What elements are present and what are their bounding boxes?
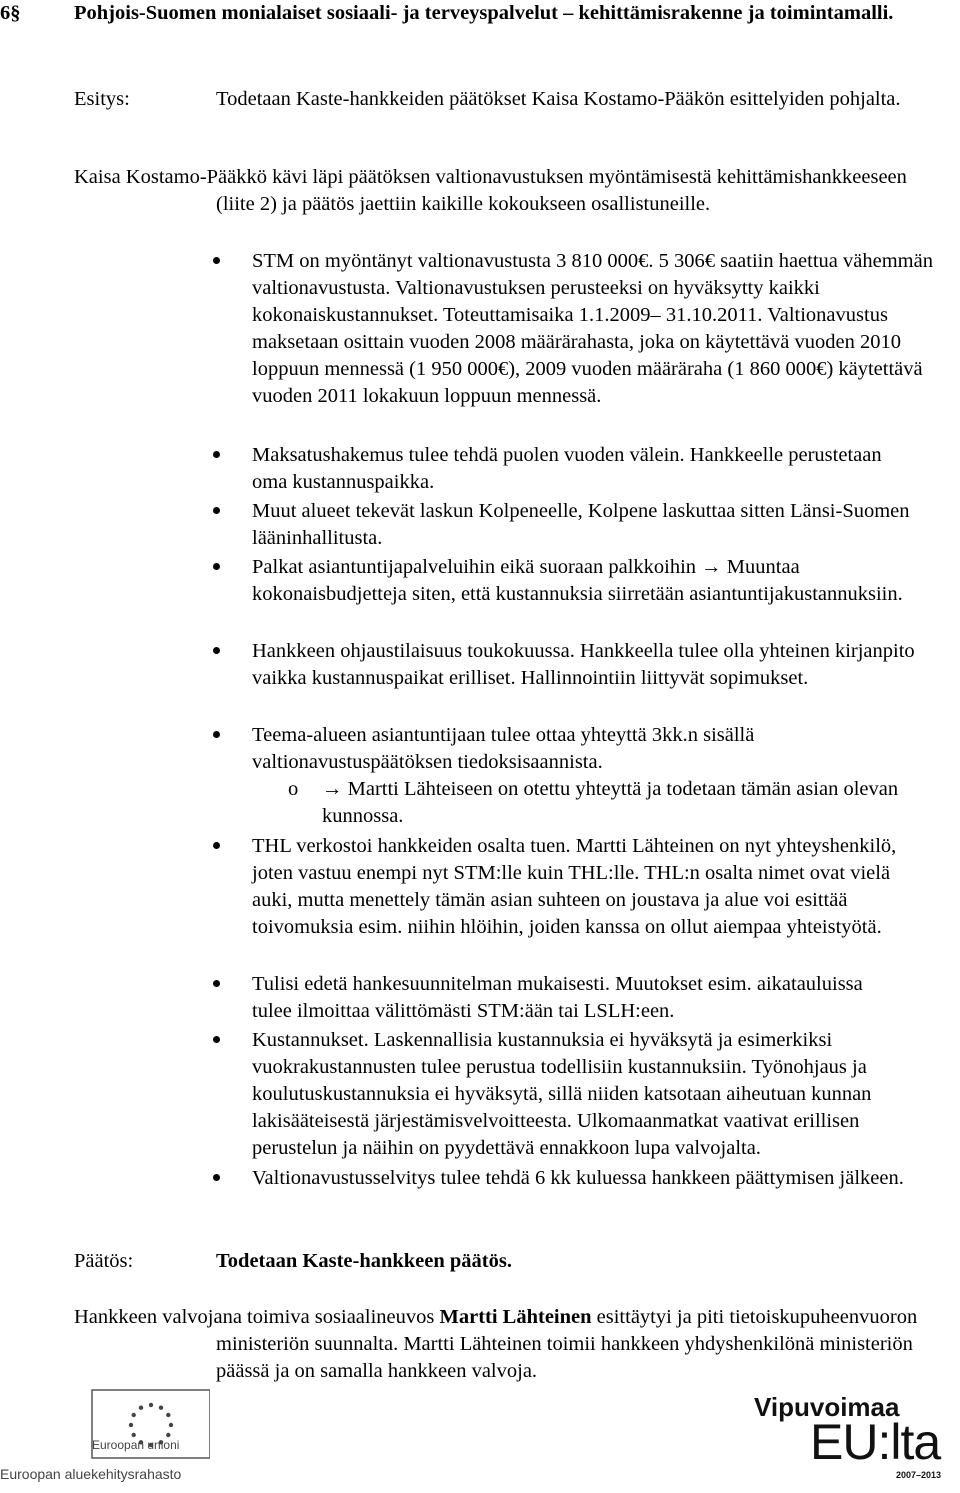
closing-name: Martti Lähteinen bbox=[439, 1306, 592, 1328]
sub-list-item bbox=[288, 776, 932, 830]
proposal-text: Todetaan Kaste-hankkeiden päätökset Kaisa Kostamo-Pääkön esittelyiden pohjalta. bbox=[216, 88, 901, 110]
list-item: Teema-alueen asiantuntijaan tulee ottaa yhteyttä 3kk.n sisällä valtionavustuspäätöksen tiedoksisaannista. bbox=[252, 722, 892, 776]
section-number: 6§ bbox=[0, 2, 21, 24]
eu-logo bbox=[0, 1388, 210, 1485]
closing-paragraph bbox=[74, 1304, 960, 1385]
decision-label: Päätös: bbox=[74, 1250, 134, 1272]
list-item: Muut alueet tekevät laskun Kolpeneelle, Kolpene laskuttaa sitten Länsi-Suomen lääninhallitusta. bbox=[252, 498, 942, 552]
list-item: Valtionavustusselvitys tulee tehdä 6 kk kuluessa hankkeen päättymisen jälkeen. bbox=[252, 1165, 942, 1192]
list-item: Tulisi edetä hankesuunnitelman mukaisesti. Muutokset esim. aikatauluissa tulee ilmoittaa välittömästi STM:ään tai LSLH:een. bbox=[252, 971, 902, 1025]
closing-before: Hankkeen valvojana toimiva sosiaalineuvos bbox=[74, 1306, 440, 1328]
vipuvoimaa-logo bbox=[748, 1392, 948, 1485]
list-item: THL verkostoi hankkeiden osalta tuen. Martti Lähteinen on nyt yhteyshenkilö, joten vastuu enempi nyt STM:lle kuin THL:lle. THL:n osalta nimet ovat vielä auki, mutta menettely tämän asian suhteen on joustava ja alue voi esittää toivomuksia esim. niihin hlöihin, joiden kanssa on ollut aiempaa yhteistyötä. bbox=[252, 833, 922, 941]
sub-bullet-marker: o bbox=[288, 778, 299, 800]
decision-text: Todetaan Kaste-hankkeen päätös. bbox=[216, 1250, 512, 1272]
section-title: Pohjois-Suomen monialaiset sosiaali- ja terveyspalvelut – kehittämisrakenne ja toimintamalli. bbox=[74, 2, 894, 24]
list-item: Hankkeen ohjaustilaisuus toukokuussa. Hankkeella tulee olla yhteinen kirjanpito vaikka kustannuspaikat erilliset. Hallinnointiin liittyvät sopimukset. bbox=[252, 638, 932, 692]
eu-logo-line2: Euroopan aluekehitysrahasto bbox=[0, 1466, 182, 1482]
eu-logo-line1: Euroopan unioni bbox=[92, 1438, 180, 1452]
list-item: STM on myöntänyt valtionavustusta 3 810 000€. 5 306€ saatiin haettua vähemmän valtionavustusta. Valtionavustuksen perusteeksi on hyväksytty kaikki kokonaiskustannukset. Toteuttamisaika 1.1.2009– 31.10.2011. Valtionavustus maksetaan osittain vuoden 2008 määrärahasta, joka on käytettävä vuoden 2010 loppuun mennessä (1 950 000€), 2009 vuoden määräraha (1 860 000€) käytettävä vuoden 2011 lokakuun loppuun mennessä. bbox=[252, 248, 942, 410]
list-item: Maksatushakemus tulee tehdä puolen vuoden välein. Hankkeelle perustetaan oma kustannuspaikka. bbox=[252, 442, 912, 496]
intro-paragraph: Kaisa Kostamo-Pääkkö kävi läpi päätöksen valtionavustuksen myöntämisestä kehittämishankkeeseen (liite 2) ja päätös jaettiin kaikille kokoukseen osallistuneille. bbox=[74, 166, 907, 215]
sub-item-text: → Martti Lähteiseen on otettu yhteyttä ja todetaan tämän asian olevan kunnossa. bbox=[322, 778, 899, 827]
closing-after: esittäytyi ja piti tietoiskupuheenvuoron ministeriön suunnalta. Martti Lähteinen toimii hankkeen yhdyshenkilönä ministeriön päässä ja on samalla hankkeen valvoja. bbox=[216, 1306, 918, 1382]
vipu-title: Vipuvoimaa bbox=[754, 1392, 900, 1422]
vipu-years: 2007–2013 bbox=[896, 1470, 942, 1480]
list-item: Kustannukset. Laskennallisia kustannuksia ei hyväksytä ja esimerkiksi vuokrakustannusten tulee perustua todellisiin kustannuksiin. Työnohjaus ja koulutuskustannuksia ei hyväksytä, sillä niiden katsotaan aiheutuan kunnan lakisääteisestä järjestämisvelvoitteesta. Ulkomaanmatkat vaativat erillisen perustelun ja näihin on pyydettävä ennakkoon lupa valvojalta. bbox=[252, 1027, 942, 1162]
proposal-label: Esitys: bbox=[74, 88, 130, 110]
list-item: Palkat asiantuntijapalveluihin eikä suoraan palkkoihin → Muuntaa kokonaisbudjetteja siten, että kustannuksia siirretään asiantuntijakustannuksiin. bbox=[252, 554, 912, 608]
vipu-brand: EU:lta bbox=[810, 1414, 941, 1470]
